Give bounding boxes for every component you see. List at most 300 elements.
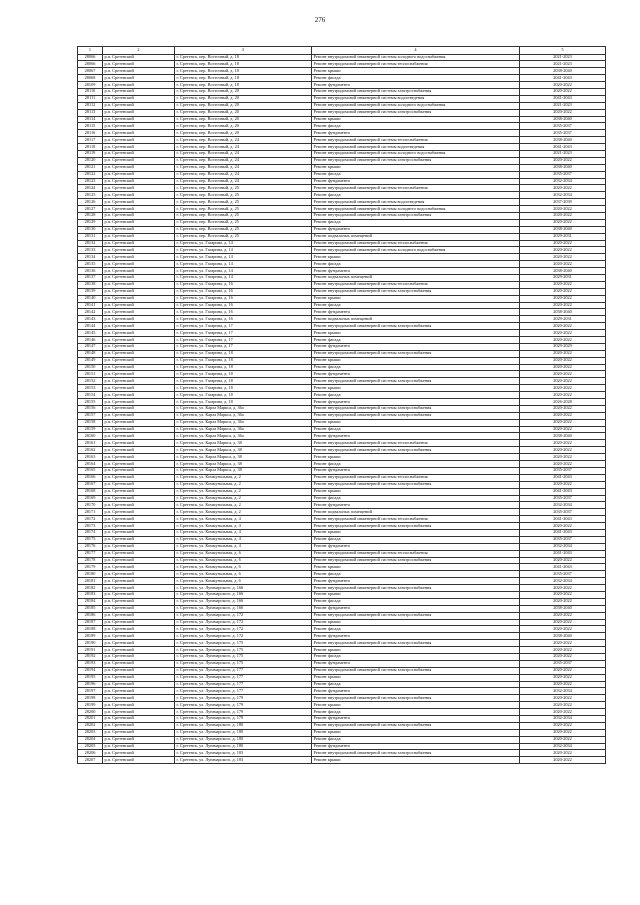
period-cell: 2020-2022	[520, 481, 606, 488]
row-number-cell: 28161	[78, 440, 103, 447]
period-cell: 2020-2022	[520, 419, 606, 426]
period-cell: 2020-2022	[520, 736, 606, 743]
address-cell: г. Сретенск, ул. Луначарского, д. 180	[175, 743, 312, 750]
row-number-cell: 28128	[78, 212, 103, 219]
table-row	[78, 653, 606, 660]
period-cell: 2035-2037	[520, 171, 606, 178]
municipality-cell: р.п. Сретенский	[103, 481, 175, 488]
work-type-cell: Ремонт внутридомовой инженерной системы электроснабжения	[312, 695, 520, 702]
municipality-cell: р.п. Сретенский	[103, 502, 175, 509]
row-number-cell: 28134	[78, 254, 103, 261]
table-row	[78, 674, 606, 681]
table-row	[78, 454, 606, 461]
period-cell: 2032-2034	[520, 743, 606, 750]
municipality-cell: р.п. Сретенский	[103, 102, 175, 109]
work-type-cell: Ремонт внутридомовой инженерной системы электроснабжения	[312, 612, 520, 619]
row-number-cell: 28199	[78, 702, 103, 709]
municipality-cell: р.п. Сретенский	[103, 474, 175, 481]
table-row	[78, 254, 606, 261]
period-cell: 2020-2022	[520, 667, 606, 674]
address-cell: г. Сретенск, пер. Восточный, д. 20	[175, 88, 312, 95]
municipality-cell: р.п. Сретенский	[103, 164, 175, 171]
period-cell: 2038-2040	[520, 68, 606, 75]
period-cell: 2035-2037	[520, 467, 606, 474]
row-number-cell: 28198	[78, 695, 103, 702]
municipality-cell: р.п. Сретенский	[103, 743, 175, 750]
address-cell: г. Сретенск, ул. Луначарского, д. 177	[175, 674, 312, 681]
row-number-cell: 28205	[78, 743, 103, 750]
municipality-cell: р.п. Сретенский	[103, 433, 175, 440]
work-type-cell: Ремонт внутридомовой инженерной системы электроснабжения	[312, 722, 520, 729]
table-row	[78, 157, 606, 164]
row-number-cell: 28176	[78, 543, 103, 550]
address-cell: г. Сретенск, ул. Луначарского, д. 166	[175, 605, 312, 612]
municipality-cell: р.п. Сретенский	[103, 557, 175, 564]
row-number-cell: 28190	[78, 640, 103, 647]
row-number-cell: 28169	[78, 495, 103, 502]
address-cell: г. Сретенск, ул. Гагарина, д. 18	[175, 364, 312, 371]
municipality-cell: р.п. Сретенский	[103, 309, 175, 316]
period-cell: 2020-2022	[520, 337, 606, 344]
address-cell: г. Сретенск, ул. Гагарина, д. 17	[175, 337, 312, 344]
municipality-cell: р.п. Сретенский	[103, 226, 175, 233]
period-cell: 2020-2022	[520, 619, 606, 626]
table-row	[78, 447, 606, 454]
row-number-cell: 28131	[78, 233, 103, 240]
address-cell: г. Сретенск, ул. Гагарина, д. 18	[175, 350, 312, 357]
table-row	[78, 695, 606, 702]
municipality-cell: р.п. Сретенский	[103, 323, 175, 330]
row-number-cell: 28178	[78, 557, 103, 564]
work-type-cell: Ремонт внутридомовой инженерной системы холодного водоснабжения	[312, 54, 520, 61]
period-cell: 2035-2037	[520, 571, 606, 578]
address-cell: г. Сретенск, ул. Коммунальная, д. 2	[175, 502, 312, 509]
row-number-cell: 28166	[78, 474, 103, 481]
address-cell: г. Сретенск, пер. Восточный, д. 20	[175, 95, 312, 102]
work-type-cell: Ремонт фундамента	[312, 467, 520, 474]
table-row	[78, 571, 606, 578]
address-cell: г. Сретенск, ул. Коммунальная, д. 2	[175, 481, 312, 488]
table-row	[78, 226, 606, 233]
period-cell: 2020-2022	[520, 109, 606, 116]
work-type-cell: Ремонт внутридомовой инженерной системы холодного водоснабжения	[312, 247, 520, 254]
table-row	[78, 171, 606, 178]
period-cell: 2020-2022	[520, 640, 606, 647]
municipality-cell: р.п. Сретенский	[103, 254, 175, 261]
address-cell: г. Сретенск, пер. Восточный, д. 25	[175, 206, 312, 213]
work-type-cell: Ремонт крыши	[312, 757, 520, 764]
table-row	[78, 206, 606, 213]
period-cell: 2037-2039	[520, 199, 606, 206]
table-row	[78, 102, 606, 109]
period-cell: 2035-2037	[520, 509, 606, 516]
address-cell: г. Сретенск, ул. Гагарина, д. 14	[175, 254, 312, 261]
address-cell: г. Сретенск, ул. Гагарина, д. 18	[175, 399, 312, 406]
address-cell: г. Сретенск, ул. Луначарского, д. 172	[175, 633, 312, 640]
municipality-cell: р.п. Сретенский	[103, 364, 175, 371]
row-number-cell: 28180	[78, 571, 103, 578]
municipality-cell: р.п. Сретенский	[103, 523, 175, 530]
municipality-cell: р.п. Сретенский	[103, 653, 175, 660]
municipality-cell: р.п. Сретенский	[103, 578, 175, 585]
table-row	[78, 185, 606, 192]
municipality-cell: р.п. Сретенский	[103, 199, 175, 206]
row-number-cell: 28144	[78, 323, 103, 330]
address-cell: г. Сретенск, ул. Луначарского, д. 166	[175, 598, 312, 605]
header-cell-5: 5	[520, 47, 606, 55]
row-number-cell: 28187	[78, 619, 103, 626]
address-cell: г. Сретенск, ул. Карла Маркса, д. 38	[175, 440, 312, 447]
municipality-cell: р.п. Сретенский	[103, 157, 175, 164]
row-number-cell: 28164	[78, 461, 103, 468]
row-number-cell: 28112	[78, 102, 103, 109]
table-row	[78, 399, 606, 406]
municipality-cell: р.п. Сретенский	[103, 288, 175, 295]
work-type-cell: Ремонт фундамента	[312, 226, 520, 233]
address-cell: г. Сретенск, ул. Коммунальная, д. 6	[175, 571, 312, 578]
address-cell: г. Сретенск, пер. Восточный, д. 25	[175, 226, 312, 233]
address-cell: г. Сретенск, ул. Гагарина, д. 14	[175, 247, 312, 254]
address-cell: г. Сретенск, ул. Гагарина, д. 17	[175, 343, 312, 350]
work-type-cell: Ремонт внутридомовой инженерной системы электроснабжения	[312, 557, 520, 564]
table-row	[78, 564, 606, 571]
table-row	[78, 61, 606, 68]
work-type-cell: Ремонт крыши	[312, 619, 520, 626]
municipality-cell: р.п. Сретенский	[103, 219, 175, 226]
table-row	[78, 385, 606, 392]
address-cell: г. Сретенск, ул. Гагарина, д. 16	[175, 288, 312, 295]
table-row	[78, 412, 606, 419]
row-number-cell: 28149	[78, 357, 103, 364]
work-type-cell: Ремонт подвальных помещений	[312, 316, 520, 323]
table-row	[78, 164, 606, 171]
municipality-cell: р.п. Сретенский	[103, 150, 175, 157]
work-type-cell: Ремонт крыши	[312, 254, 520, 261]
table-row	[78, 219, 606, 226]
address-cell: г. Сретенск, ул. Карла Маркса, д. 36а	[175, 412, 312, 419]
row-number-cell: 28066	[78, 61, 103, 68]
table-row	[78, 199, 606, 206]
row-number-cell: 28171	[78, 509, 103, 516]
municipality-cell: р.п. Сретенский	[103, 357, 175, 364]
table-row	[78, 667, 606, 674]
period-cell: 2020-2022	[520, 385, 606, 392]
table-row	[78, 640, 606, 647]
address-cell: г. Сретенск, ул. Гагарина, д. 14	[175, 268, 312, 275]
period-cell: 2020-2022	[520, 364, 606, 371]
row-number-cell: 28200	[78, 709, 103, 716]
work-type-cell: Ремонт фундамента	[312, 605, 520, 612]
work-type-cell: Ремонт фасада	[312, 626, 520, 633]
address-cell: г. Сретенск, ул. Гагарина, д. 14	[175, 275, 312, 282]
work-type-cell: Ремонт внутридомовой инженерной системы электроснабжения	[312, 212, 520, 219]
work-type-cell: Ремонт фасада	[312, 709, 520, 716]
table-row	[78, 729, 606, 736]
address-cell: г. Сретенск, пер. Восточный, д. 25	[175, 219, 312, 226]
table-row	[78, 316, 606, 323]
municipality-cell: р.п. Сретенский	[103, 550, 175, 557]
table-row	[78, 337, 606, 344]
municipality-cell: р.п. Сретенский	[103, 337, 175, 344]
work-type-cell: Ремонт внутридомовой инженерной системы теплоснабжения	[312, 185, 520, 192]
table-body	[78, 47, 606, 764]
row-number-cell: 28068	[78, 75, 103, 82]
table-row	[78, 488, 606, 495]
address-cell: г. Сретенск, пер. Восточный, д. 24	[175, 178, 312, 185]
row-number-cell: 28168	[78, 488, 103, 495]
work-type-cell: Ремонт внутридомовой инженерной системы теплоснабжения	[312, 440, 520, 447]
table-row	[78, 633, 606, 640]
row-number-cell: 28181	[78, 578, 103, 585]
address-cell: г. Сретенск, ул. Гагарина, д. 14	[175, 240, 312, 247]
row-number-cell: 28173	[78, 523, 103, 530]
row-number-cell: 28155	[78, 399, 103, 406]
municipality-cell: р.п. Сретенский	[103, 440, 175, 447]
work-type-cell: Ремонт крыши	[312, 419, 520, 426]
period-cell: 2020-2022	[520, 240, 606, 247]
period-cell: 2041-2043	[520, 488, 606, 495]
address-cell: г. Сретенск, ул. Гагарина, д. 16	[175, 316, 312, 323]
row-number-cell: 28188	[78, 626, 103, 633]
municipality-cell: р.п. Сретенский	[103, 716, 175, 723]
table-row	[78, 688, 606, 695]
municipality-cell: р.п. Сретенский	[103, 109, 175, 116]
period-cell: 2020-2022	[520, 426, 606, 433]
table-row	[78, 743, 606, 750]
period-cell: 2020-2022	[520, 302, 606, 309]
table-row	[78, 116, 606, 123]
table-row	[78, 481, 606, 488]
municipality-cell: р.п. Сретенский	[103, 95, 175, 102]
period-cell: 2020-2022	[520, 447, 606, 454]
work-type-cell: Ремонт фасада	[312, 219, 520, 226]
period-cell: 2020-2022	[520, 219, 606, 226]
municipality-cell: р.п. Сретенский	[103, 633, 175, 640]
work-type-cell: Ремонт крыши	[312, 454, 520, 461]
work-type-cell: Ремонт внутридомовой инженерной системы теплоснабжения	[312, 137, 520, 144]
table-row	[78, 261, 606, 268]
municipality-cell: р.п. Сретенский	[103, 61, 175, 68]
table-row	[78, 247, 606, 254]
work-type-cell: Ремонт подвальных помещений	[312, 233, 520, 240]
municipality-cell: р.п. Сретенский	[103, 212, 175, 219]
municipality-cell: р.п. Сретенский	[103, 130, 175, 137]
address-cell: г. Сретенск, пер. Восточный, д. 24	[175, 144, 312, 151]
period-cell: 2041-2043	[520, 564, 606, 571]
period-cell: 2029-2031	[520, 275, 606, 282]
address-cell: г. Сретенск, ул. Луначарского, д. 179	[175, 709, 312, 716]
address-cell: г. Сретенск, ул. Луначарского, д. 179	[175, 702, 312, 709]
period-cell: 2020-2022	[520, 206, 606, 213]
table-row	[78, 357, 606, 364]
row-number-cell: 28147	[78, 343, 103, 350]
address-cell: г. Сретенск, ул. Карла Маркса, д. 38	[175, 447, 312, 454]
table-row	[78, 212, 606, 219]
table-row	[78, 295, 606, 302]
period-cell: 2038-2040	[520, 226, 606, 233]
period-cell: 2020-2022	[520, 254, 606, 261]
period-cell: 2026-2028	[520, 399, 606, 406]
table-row	[78, 281, 606, 288]
period-cell: 2032-2034	[520, 502, 606, 509]
municipality-cell: р.п. Сретенский	[103, 750, 175, 757]
work-type-cell: Ремонт фасада	[312, 571, 520, 578]
table-row	[78, 88, 606, 95]
work-type-cell: Ремонт внутридомовой инженерной системы электроснабжения	[312, 640, 520, 647]
address-cell: г. Сретенск, ул. Карла Маркса, д. 38	[175, 454, 312, 461]
address-cell: г. Сретенск, пер. Восточный, д. 18	[175, 75, 312, 82]
table-row	[78, 330, 606, 337]
period-cell: 2020-2022	[520, 295, 606, 302]
municipality-cell: р.п. Сретенский	[103, 302, 175, 309]
municipality-cell: р.п. Сретенский	[103, 88, 175, 95]
row-number-cell: 28132	[78, 240, 103, 247]
address-cell: г. Сретенск, ул. Карла Маркса, д. 38	[175, 461, 312, 468]
municipality-cell: р.п. Сретенский	[103, 192, 175, 199]
address-cell: г. Сретенск, ул. Гагарина, д. 16	[175, 281, 312, 288]
table-row	[78, 495, 606, 502]
table-row	[78, 440, 606, 447]
address-cell: г. Сретенск, ул. Луначарского, д. 179	[175, 695, 312, 702]
table-row	[78, 702, 606, 709]
row-number-cell: 28125	[78, 192, 103, 199]
address-cell: г. Сретенск, ул. Коммунальная, д. 4	[175, 529, 312, 536]
row-number-cell: 28206	[78, 750, 103, 757]
work-type-cell: Ремонт фундамента	[312, 688, 520, 695]
municipality-cell: р.п. Сретенский	[103, 419, 175, 426]
municipality-cell: р.п. Сретенский	[103, 674, 175, 681]
municipality-cell: р.п. Сретенский	[103, 75, 175, 82]
work-type-cell: Ремонт фасада	[312, 392, 520, 399]
address-cell: г. Сретенск, пер. Восточный, д. 24	[175, 157, 312, 164]
address-cell: г. Сретенск, ул. Луначарского, д. 166	[175, 591, 312, 598]
table-row	[78, 137, 606, 144]
row-number-cell: 28172	[78, 516, 103, 523]
table-row	[78, 54, 606, 61]
address-cell: г. Сретенск, ул. Коммунальная, д. 4	[175, 523, 312, 530]
row-number-cell: 28130	[78, 226, 103, 233]
row-number-cell: 28163	[78, 454, 103, 461]
address-cell: г. Сретенск, ул. Гагарина, д. 16	[175, 309, 312, 316]
row-number-cell: 28137	[78, 275, 103, 282]
address-cell: г. Сретенск, ул. Гагарина, д. 14	[175, 261, 312, 268]
row-number-cell: 28182	[78, 585, 103, 592]
row-number-cell: 28185	[78, 605, 103, 612]
work-type-cell: Ремонт внутридомовой инженерной системы электроснабжения	[312, 523, 520, 530]
address-cell: г. Сретенск, пер. Восточный, д. 25	[175, 199, 312, 206]
work-type-cell: Ремонт фасада	[312, 426, 520, 433]
row-number-cell: 28175	[78, 536, 103, 543]
period-cell: 2020-2022	[520, 626, 606, 633]
address-cell: г. Сретенск, ул. Луначарского, д. 175	[175, 640, 312, 647]
row-number-cell: 28201	[78, 716, 103, 723]
row-number-cell: 28193	[78, 660, 103, 667]
work-type-cell: Ремонт внутридомовой инженерной системы водоотведения	[312, 95, 520, 102]
row-number-cell: 28141	[78, 302, 103, 309]
table-row	[78, 474, 606, 481]
row-number-cell: 28133	[78, 247, 103, 254]
municipality-cell: р.п. Сретенский	[103, 729, 175, 736]
row-number-cell: 28135	[78, 261, 103, 268]
period-cell: 2020-2022	[520, 674, 606, 681]
table-row	[78, 578, 606, 585]
address-cell: г. Сретенск, ул. Гагарина, д. 18	[175, 371, 312, 378]
period-cell: 2041-2043	[520, 75, 606, 82]
work-type-cell: Ремонт фундамента	[312, 130, 520, 137]
address-cell: г. Сретенск, ул. Луначарского, д. 172	[175, 626, 312, 633]
table-row	[78, 82, 606, 89]
work-type-cell: Ремонт внутридомовой инженерной системы электроснабжения	[312, 288, 520, 295]
work-type-cell: Ремонт внутридомовой инженерной системы электроснабжения	[312, 109, 520, 116]
municipality-cell: р.п. Сретенский	[103, 736, 175, 743]
period-cell: 2038-2040	[520, 116, 606, 123]
period-cell: 2020-2022	[520, 323, 606, 330]
work-type-cell: Ремонт крыши	[312, 647, 520, 654]
period-cell: 2032-2034	[520, 716, 606, 723]
period-cell: 2020-2022	[520, 378, 606, 385]
work-type-cell: Ремонт фасада	[312, 171, 520, 178]
row-number-cell: 28120	[78, 157, 103, 164]
row-number-cell: 28109	[78, 82, 103, 89]
period-cell: 2032-2034	[520, 578, 606, 585]
row-number-cell: 28167	[78, 481, 103, 488]
municipality-cell: р.п. Сретенский	[103, 399, 175, 406]
address-cell: г. Сретенск, пер. Восточный, д. 18	[175, 82, 312, 89]
municipality-cell: р.п. Сретенский	[103, 495, 175, 502]
table-row	[78, 426, 606, 433]
row-number-cell: 28148	[78, 350, 103, 357]
table-row	[78, 95, 606, 102]
period-cell: 2029-2031	[520, 233, 606, 240]
address-cell: г. Сретенск, ул. Гагарина, д. 18	[175, 392, 312, 399]
municipality-cell: р.п. Сретенский	[103, 605, 175, 612]
address-cell: г. Сретенск, пер. Восточный, д. 18	[175, 68, 312, 75]
header-cell-1: 1	[78, 47, 103, 55]
address-cell: г. Сретенск, ул. Коммунальная, д. 4	[175, 543, 312, 550]
municipality-cell: р.п. Сретенский	[103, 688, 175, 695]
row-number-cell: 28165	[78, 467, 103, 474]
work-type-cell: Ремонт крыши	[312, 591, 520, 598]
address-cell: г. Сретенск, ул. Луначарского, д. 180	[175, 729, 312, 736]
table-row	[78, 433, 606, 440]
municipality-cell: р.п. Сретенский	[103, 585, 175, 592]
address-cell: г. Сретенск, ул. Коммунальная, д. 6	[175, 557, 312, 564]
row-number-cell: 28157	[78, 412, 103, 419]
municipality-cell: р.п. Сретенский	[103, 412, 175, 419]
table-row	[78, 130, 606, 137]
period-cell: 2020-2022	[520, 647, 606, 654]
period-cell: 2029-2031	[520, 316, 606, 323]
work-type-cell: Ремонт внутридомовой инженерной системы теплоснабжения	[312, 550, 520, 557]
municipality-cell: р.п. Сретенский	[103, 247, 175, 254]
work-type-cell: Ремонт фасада	[312, 261, 520, 268]
period-cell: 2020-2022	[520, 653, 606, 660]
work-type-cell: Ремонт крыши	[312, 488, 520, 495]
work-type-cell: Ремонт фасада	[312, 598, 520, 605]
table-row	[78, 192, 606, 199]
table-row	[78, 150, 606, 157]
address-cell: г. Сретенск, пер. Восточный, д. 25	[175, 212, 312, 219]
municipality-cell: р.п. Сретенский	[103, 647, 175, 654]
table-row	[78, 233, 606, 240]
period-cell: 2032-2034	[520, 543, 606, 550]
work-type-cell: Ремонт фасада	[312, 337, 520, 344]
address-cell: г. Сретенск, пер. Восточный, д. 20	[175, 123, 312, 130]
address-cell: г. Сретенск, ул. Гагарина, д. 16	[175, 295, 312, 302]
address-cell: г. Сретенск, пер. Восточный, д. 24	[175, 164, 312, 171]
address-cell: г. Сретенск, ул. Луначарского, д. 172	[175, 612, 312, 619]
municipality-cell: р.п. Сретенский	[103, 529, 175, 536]
